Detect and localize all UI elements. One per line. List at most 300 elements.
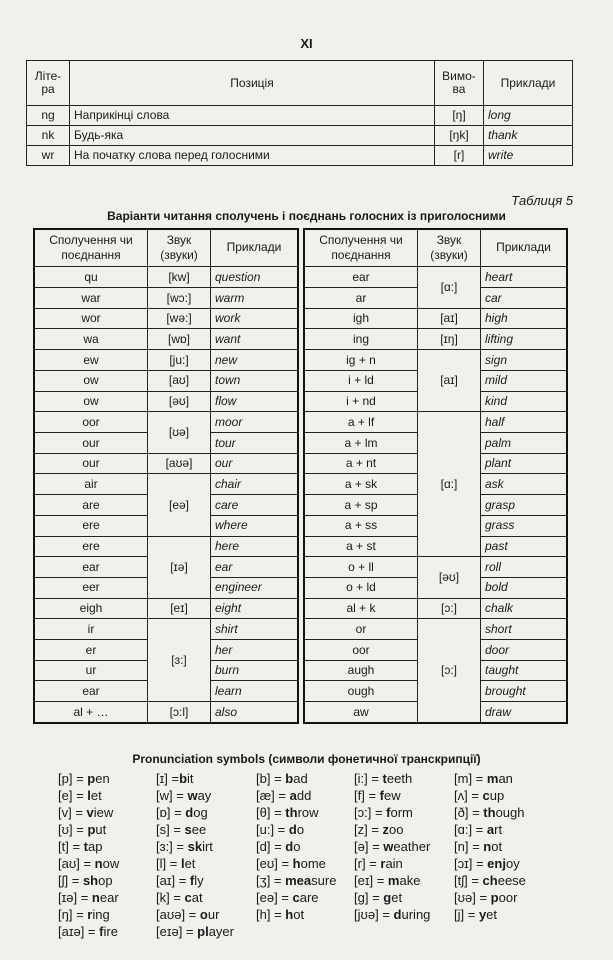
symbol-rest: og [193, 805, 208, 820]
cell-example: ask [481, 474, 568, 495]
symbol-key: [v] = [58, 805, 87, 820]
cell-example: taught [481, 660, 568, 681]
col-header-letter: Літе-ра [27, 61, 70, 106]
symbol-entry [354, 855, 430, 872]
symbol-entry [58, 872, 119, 889]
table-row [34, 308, 298, 329]
symbol-rest: ly [194, 873, 204, 888]
symbol-entry [256, 855, 336, 872]
symbol-entry [156, 838, 234, 855]
cell-combo: o + ld [304, 577, 418, 598]
cell-combo: ere [34, 515, 148, 536]
cell-example: mild [481, 370, 568, 391]
symbol-key: [b] = [256, 771, 286, 786]
symbol-key: [s] = [156, 822, 185, 837]
symbol-entry [156, 770, 234, 787]
cell-sound: [ju:] [148, 350, 211, 371]
col-header-examples: Приклади [484, 61, 573, 106]
symbol-key: [g] = [354, 890, 384, 905]
symbol-highlight: ch [482, 873, 498, 888]
cell-combo: ere [34, 536, 148, 557]
symbol-entry [256, 906, 336, 923]
symbol-rest: ow [102, 856, 120, 871]
symbol-highlight: g [383, 890, 392, 905]
symbol-rest: ap [88, 839, 103, 854]
cell-combo: our [34, 453, 148, 474]
symbol-rest: ain [385, 856, 403, 871]
symbol-entry [256, 770, 336, 787]
symbol-key: [θ] = [256, 805, 286, 820]
cell-example: past [481, 536, 568, 557]
symbol-rest: rt [494, 822, 503, 837]
symbol-entry [156, 787, 234, 804]
symbol-rest: oy [505, 856, 520, 871]
cell-combo: ear [34, 681, 148, 702]
symbol-key: [ɒ] = [156, 805, 186, 820]
symbol-highlight: d [288, 822, 297, 837]
table-row [34, 288, 298, 309]
table-row [34, 598, 298, 619]
symbol-highlight: n [94, 856, 103, 871]
cell-combo: ow [34, 370, 148, 391]
symbol-entry [354, 838, 430, 855]
table-row [34, 702, 298, 723]
cell-combo: ir [34, 619, 148, 640]
symbol-rest: ear [99, 890, 119, 905]
symbol-entry [454, 889, 526, 906]
symbol-rest: dd [296, 788, 312, 803]
cell-combo: a + lm [304, 433, 418, 454]
symbol-highlight: enj [487, 856, 506, 871]
symbol-key: [j] = [454, 907, 479, 922]
cell-sound: [eɪ] [148, 598, 211, 619]
symbol-entry [454, 872, 526, 889]
symbol-key: [ɜ:] = [156, 839, 188, 854]
cell-example: draw [481, 702, 568, 723]
cell-combo: ur [34, 660, 148, 681]
symbol-rest: et [391, 890, 403, 905]
symbol-column [58, 770, 119, 940]
symbol-entry [454, 804, 526, 821]
table-row [304, 619, 567, 640]
cell-example: warm [211, 288, 299, 309]
symbol-key: [æ] = [256, 788, 290, 803]
symbol-entry [256, 872, 336, 889]
symbol-entry [256, 889, 336, 906]
symbol-key: [h] = [256, 907, 286, 922]
cell-sound: [r] [435, 146, 484, 166]
symbol-key: [ʊ] = [58, 822, 88, 837]
cell-example: learn [211, 681, 299, 702]
symbol-entry [354, 787, 430, 804]
cell-combo: ear [304, 267, 418, 288]
table-row [304, 267, 567, 288]
symbol-highlight: h [292, 856, 301, 871]
symbol-key: [w] = [156, 788, 188, 803]
symbol-highlight: n [483, 839, 492, 854]
cell-sound: [ɑ:] [418, 412, 481, 557]
symbol-entry [58, 838, 119, 855]
cell-combo: air [34, 474, 148, 495]
symbol-key: [ʒ] = [256, 873, 286, 888]
table-row [34, 536, 298, 557]
symbol-entry [58, 804, 119, 821]
table-row [27, 126, 573, 146]
col-header-pronunciation: Вимо-ва [435, 61, 484, 106]
symbol-highlight: s [184, 822, 192, 837]
symbol-rest: u [95, 822, 103, 837]
symbol-highlight: t [83, 839, 88, 854]
cell-combo: our [34, 433, 148, 454]
symbol-key: [m] = [454, 771, 487, 786]
symbol-column [256, 770, 336, 923]
cell-combo: a + sp [304, 495, 418, 516]
cell-sound: [aʊ] [148, 370, 211, 391]
symbol-highlight: z [382, 822, 390, 837]
symbol-rest: en [95, 771, 110, 786]
symbol-rest: ire [103, 924, 118, 939]
symbol-entry [58, 821, 119, 838]
cell-example: bold [481, 577, 568, 598]
symbol-key: [tʃ] = [454, 873, 483, 888]
table-row [27, 106, 573, 126]
symbol-entry [58, 906, 119, 923]
cell-example: write [484, 146, 573, 166]
symbol-rest: row [297, 805, 319, 820]
cell-combo: i + ld [304, 370, 418, 391]
cell-example: thank [484, 126, 573, 146]
symbol-highlight: r [380, 856, 386, 871]
symbol-highlight: d [185, 805, 194, 820]
cell-combo: ar [304, 288, 418, 309]
symbol-highlight: o [199, 907, 208, 922]
cell-example: want [211, 329, 299, 350]
cell-sound: [ɔ:l] [148, 702, 211, 723]
symbol-rest: ee [191, 822, 207, 837]
col-header-sound: Звук (звуки) [418, 229, 481, 267]
symbol-entry [156, 804, 234, 821]
cell-position: На початку слова перед голосними [70, 146, 435, 166]
symbol-highlight: f [386, 805, 391, 820]
symbol-key: [ɑ:] = [454, 822, 487, 837]
symbol-highlight: m [387, 873, 400, 888]
cell-sound: [aɪ] [418, 308, 481, 329]
symbol-rest: op [98, 873, 113, 888]
cell-combo: i + nd [304, 391, 418, 412]
symbol-rest: eese [497, 873, 526, 888]
cell-letter: ng [27, 106, 70, 126]
symbol-key: [jʊə] = [354, 907, 394, 922]
table-row [34, 619, 298, 640]
cell-sound: [wə:] [148, 308, 211, 329]
cell-example: half [481, 412, 568, 433]
symbol-entry [156, 872, 234, 889]
symbol-highlight: f [379, 788, 384, 803]
col-header-combo: Сполучення чи поєднання [304, 229, 418, 267]
table-row [34, 412, 298, 433]
cell-sound: [kw] [148, 267, 211, 288]
cell-example: kind [481, 391, 568, 412]
symbol-rest: oo [389, 822, 404, 837]
symbol-highlight: t [382, 771, 387, 786]
symbol-rest: orm [390, 805, 413, 820]
symbol-entry [354, 804, 430, 821]
cell-sound: [wɔ:] [148, 288, 211, 309]
symbol-entry [156, 821, 234, 838]
symbol-rest: iew [93, 805, 114, 820]
cell-example: new [211, 350, 299, 371]
cell-example: moor [211, 412, 299, 433]
symbol-rest: ayer [208, 924, 234, 939]
table-row [34, 370, 298, 391]
symbol-entry [454, 770, 526, 787]
cell-example: plant [481, 453, 568, 474]
symbol-highlight: p [490, 890, 499, 905]
symbol-rest: ad [293, 771, 308, 786]
symbol-highlight: a [486, 822, 495, 837]
symbol-key: [d] = [256, 839, 286, 854]
table-row [304, 308, 567, 329]
cell-combo: igh [304, 308, 418, 329]
symbol-rest: t [102, 822, 107, 837]
symbol-key: [ɪə] = [58, 890, 92, 905]
cell-example: engineer [211, 577, 299, 598]
cell-combo: war [34, 288, 148, 309]
symbol-entry [156, 923, 234, 940]
symbol-key: [t] = [58, 839, 84, 854]
symbol-entry [354, 889, 430, 906]
symbol-key: [ð] = [454, 805, 484, 820]
cell-example: burn [211, 660, 299, 681]
symbol-highlight: w [187, 788, 198, 803]
symbol-highlight: b [179, 771, 188, 786]
cell-example: question [211, 267, 299, 288]
table-row [304, 329, 567, 350]
cell-example: grasp [481, 495, 568, 516]
symbol-rest: et [90, 788, 102, 803]
symbol-entry [454, 906, 526, 923]
cell-combo: er [34, 640, 148, 661]
cell-example: heart [481, 267, 568, 288]
cell-example: our [211, 453, 299, 474]
cell-letter: wr [27, 146, 70, 166]
cell-combo: a + lf [304, 412, 418, 433]
table-row [34, 391, 298, 412]
symbol-entry [454, 821, 526, 838]
symbol-entry [454, 838, 526, 855]
symbol-entry [256, 804, 336, 821]
symbol-highlight: c [482, 788, 490, 803]
symbol-highlight: r [87, 907, 93, 922]
symbol-rest: an [498, 771, 513, 786]
symbol-column [156, 770, 234, 940]
symbol-key: [aɪə] = [58, 924, 100, 939]
symbol-key: [eɪə] = [156, 924, 198, 939]
col-header-examples: Приклади [211, 229, 299, 267]
symbol-highlight: l [87, 788, 91, 803]
symbol-highlight: b [285, 771, 294, 786]
table-title: Варіанти читання сполучень і поєднань голосних із приголосними [107, 209, 506, 223]
cell-example: chair [211, 474, 299, 495]
symbol-key: [e] = [58, 788, 88, 803]
symbol-highlight: f [99, 924, 104, 939]
symbol-key: [ʌ] = [454, 788, 483, 803]
symbol-highlight: c [292, 890, 300, 905]
symbol-rest: et [486, 907, 498, 922]
symbol-highlight: th [285, 805, 298, 820]
cell-example: long [484, 106, 573, 126]
symbol-rest: ot [491, 839, 503, 854]
table-row [304, 350, 567, 371]
symbol-rest: at [191, 890, 203, 905]
symbol-key: [z] = [354, 822, 383, 837]
cell-example: roll [481, 557, 568, 578]
symbol-rest: ome [300, 856, 326, 871]
cell-combo: al + k [304, 598, 418, 619]
cell-combo: a + ss [304, 515, 418, 536]
table-row [34, 453, 298, 474]
symbol-key: [aʊə] = [156, 907, 200, 922]
cell-position: Будь-яка [70, 126, 435, 146]
cell-sound: [ɪə] [148, 536, 211, 598]
cell-example: here [211, 536, 299, 557]
cell-sound: [ɑ:] [418, 267, 481, 308]
symbol-rest: ough [495, 805, 525, 820]
symbol-rest: ew [384, 788, 401, 803]
table-letter-positions [26, 60, 573, 166]
cell-example: high [481, 308, 568, 329]
symbol-highlight: p [87, 771, 96, 786]
symbol-entry [354, 906, 430, 923]
pronunciation-title: Pronunciation symbols (символи фонетичної транскрипції) [132, 752, 481, 766]
symbol-highlight: d [393, 907, 402, 922]
symbol-rest: o [293, 839, 301, 854]
symbol-highlight: th [483, 805, 496, 820]
cell-example: door [481, 640, 568, 661]
symbol-highlight: d [285, 839, 294, 854]
symbol-key: [ɪ] = [156, 771, 180, 786]
cell-combo: a + nt [304, 453, 418, 474]
symbol-highlight: f [189, 873, 195, 888]
symbol-highlight: mea [285, 873, 312, 888]
col-header-examples: Приклади [481, 229, 568, 267]
symbol-rest: ur [207, 907, 220, 922]
symbol-key: [ʃ] = [58, 873, 83, 888]
cell-combo: or [304, 619, 418, 640]
col-header-sound: Звук (звуки) [148, 229, 211, 267]
symbol-rest: ay [197, 788, 212, 803]
symbol-highlight: sh [82, 873, 99, 888]
cell-example: flow [211, 391, 299, 412]
table-row [34, 474, 298, 495]
symbol-key: [n] = [454, 839, 484, 854]
cell-example: her [211, 640, 299, 661]
symbol-entry [354, 872, 430, 889]
cell-combo: are [34, 495, 148, 516]
cell-sound: [əʊ] [418, 557, 481, 598]
symbol-key: [aʊ] = [58, 856, 95, 871]
symbol-entry [354, 821, 430, 838]
symbol-entry [354, 770, 430, 787]
cell-example: where [211, 515, 299, 536]
cell-example: tour [211, 433, 299, 454]
symbol-key: [f] = [354, 788, 380, 803]
symbol-entry [156, 889, 234, 906]
symbol-rest: ing [92, 907, 110, 922]
col-header-position: Позиція [70, 61, 435, 106]
cell-example: care [211, 495, 299, 516]
cell-sound: [ɪŋ] [418, 329, 481, 350]
cell-combo: ing [304, 329, 418, 350]
table-caption: Таблиця 5 [511, 193, 573, 208]
symbol-rest: et [184, 856, 196, 871]
cell-combo: qu [34, 267, 148, 288]
symbol-highlight: h [285, 907, 294, 922]
symbol-key: [eɪ] = [354, 873, 388, 888]
symbol-key: [aɪ] = [156, 873, 190, 888]
table-row [27, 146, 573, 166]
page-number: XI [300, 36, 313, 51]
cell-combo: eer [34, 577, 148, 598]
cell-sound: [aɪ] [418, 350, 481, 412]
col-header-combo: Сполучення чи поєднання [34, 229, 148, 267]
symbol-key: [i:] = [354, 771, 383, 786]
symbol-entry [256, 787, 336, 804]
table-right-half [303, 228, 568, 724]
symbol-entry [256, 821, 336, 838]
symbol-highlight: n [91, 890, 100, 905]
cell-combo: ig + n [304, 350, 418, 371]
symbol-entry [156, 855, 234, 872]
cell-sound: [eə] [148, 474, 211, 536]
symbol-key: [r] = [354, 856, 381, 871]
symbol-rest: irt [202, 839, 213, 854]
symbol-entry [58, 889, 119, 906]
cell-combo: al + … [34, 702, 148, 723]
symbol-entry [454, 855, 526, 872]
table-row [304, 412, 567, 433]
symbol-entry [454, 787, 526, 804]
symbol-key: [ɔ:] = [354, 805, 387, 820]
cell-example: also [211, 702, 299, 723]
cell-combo: ow [34, 391, 148, 412]
symbol-entry [256, 838, 336, 855]
cell-combo: ew [34, 350, 148, 371]
symbol-rest: are [299, 890, 319, 905]
table-row [304, 598, 567, 619]
symbol-entry [58, 770, 119, 787]
symbol-key: [ə] = [354, 839, 384, 854]
cell-combo: eigh [34, 598, 148, 619]
table-row [34, 329, 298, 350]
cell-sound: [ɔ:] [418, 619, 481, 723]
cell-combo: ough [304, 681, 418, 702]
symbol-key: [ŋ] = [58, 907, 88, 922]
cell-example: brought [481, 681, 568, 702]
cell-combo: ear [34, 557, 148, 578]
cell-sound: [ŋk] [435, 126, 484, 146]
symbol-entry [58, 923, 119, 940]
symbol-column [354, 770, 430, 923]
cell-combo: oor [304, 640, 418, 661]
cell-example: town [211, 370, 299, 391]
symbol-entry [58, 787, 119, 804]
cell-example: car [481, 288, 568, 309]
symbol-rest: oor [498, 890, 518, 905]
cell-combo: augh [304, 660, 418, 681]
symbol-rest: o [296, 822, 305, 837]
symbol-key: [u:] = [256, 822, 289, 837]
